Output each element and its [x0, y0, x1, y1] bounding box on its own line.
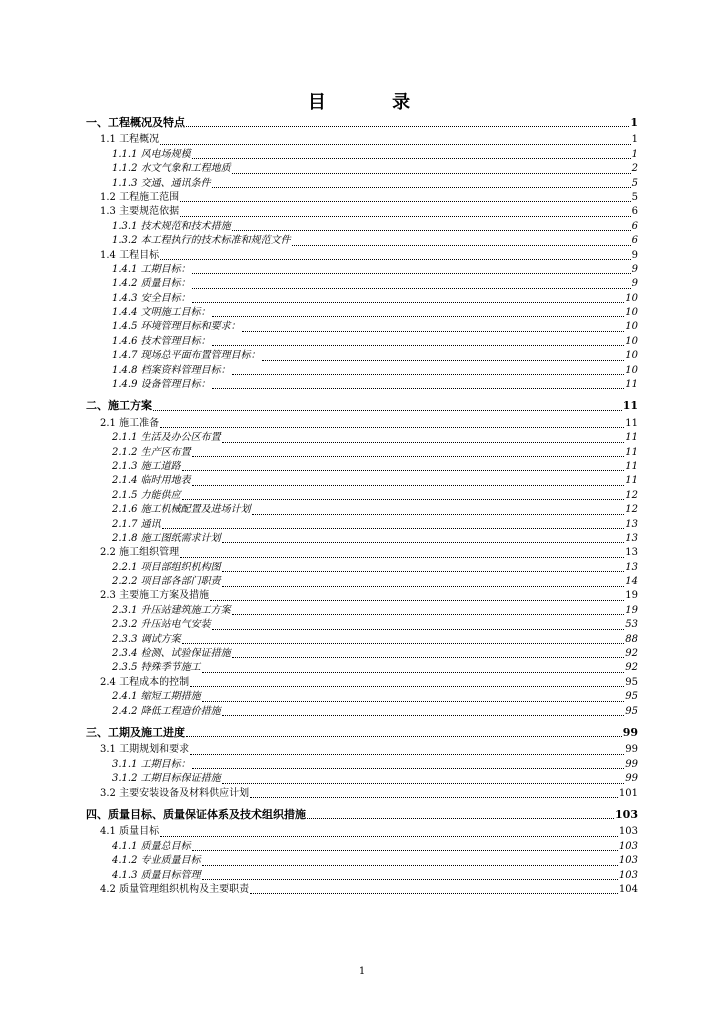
dot-leader — [192, 768, 625, 769]
toc-entry[interactable] — [86, 883, 638, 897]
toc-entry-label: 1.4.2 质量目标： — [112, 278, 191, 290]
toc-entry[interactable] — [86, 546, 638, 560]
toc-entry-page: 11 — [625, 432, 638, 444]
dot-leader — [212, 187, 631, 188]
dot-leader — [222, 715, 625, 716]
toc-entry[interactable] — [86, 133, 638, 147]
toc-entry-label: 1.3.2 本工程执行的技术标准和规范文件 — [112, 235, 291, 247]
dot-leader — [190, 754, 624, 755]
toc-entry-page: 88 — [625, 633, 638, 645]
toc-entry-page: 11 — [625, 417, 638, 429]
dot-leader — [190, 686, 624, 687]
toc-entry-label: 3.2 主要安装设备及材料供应计划 — [100, 787, 250, 799]
toc-entry-page: 104 — [618, 883, 638, 895]
dot-leader — [262, 360, 625, 361]
toc-entry-label: 2.3.1 升压站建筑施工方案 — [112, 604, 231, 616]
toc-entry[interactable] — [86, 162, 638, 176]
toc-entry[interactable] — [86, 177, 638, 191]
toc-entry-page: 6 — [631, 235, 638, 247]
toc-entry-page: 9 — [631, 278, 638, 290]
toc-entry[interactable] — [86, 705, 638, 719]
toc-entry-page: 11 — [622, 399, 638, 413]
toc-entry-page: 11 — [625, 379, 638, 391]
toc-entry-label: 1.4.4 文明施工目标： — [112, 307, 211, 319]
dot-leader — [232, 374, 625, 375]
toc-entry-page: 99 — [625, 744, 638, 756]
dot-leader — [202, 879, 618, 880]
toc-entry-label: 2.1.5 力能供应 — [112, 489, 181, 501]
toc-entry-label: 4.1 质量目标 — [100, 826, 160, 838]
toc-entry-label: 四、质量目标、质量保证体系及技术组织措施 — [86, 807, 306, 821]
toc-entry-label: 一、工程概况及特点 — [86, 115, 185, 129]
toc-entry[interactable] — [86, 489, 638, 503]
dot-leader — [212, 629, 625, 630]
toc-entry[interactable] — [86, 726, 638, 740]
dot-leader — [212, 388, 625, 389]
toc-entry-page: 1 — [631, 134, 638, 146]
toc-entry-label: 1.1 工程概况 — [100, 134, 160, 146]
toc-entry[interactable] — [86, 503, 638, 517]
dot-leader — [212, 316, 625, 317]
toc-entry[interactable] — [86, 518, 638, 532]
dot-leader — [232, 173, 631, 174]
toc-entry[interactable] — [86, 220, 638, 234]
toc-entry-label: 1.4.3 安全目标： — [112, 292, 191, 304]
toc-entry-page: 5 — [631, 177, 638, 189]
toc-entry-label: 3.1.2 工期目标保证措施 — [112, 773, 221, 785]
dot-leader — [192, 273, 631, 274]
toc-entry[interactable] — [86, 758, 638, 772]
toc-entry[interactable] — [86, 690, 638, 704]
table-of-contents — [86, 116, 638, 897]
toc-entry-page: 14 — [625, 576, 638, 588]
toc-entry-label: 2.1.2 生产区布置 — [112, 446, 191, 458]
toc-entry-label: 1.1.1 风电场规模 — [112, 148, 191, 160]
toc-entry[interactable] — [86, 116, 638, 130]
toc-entry-label: 二、施工方案 — [86, 399, 152, 413]
dot-leader — [232, 657, 625, 658]
toc-entry-page: 10 — [625, 350, 638, 362]
dot-leader — [252, 514, 625, 515]
dot-leader — [162, 528, 625, 529]
toc-entry-page: 2 — [631, 163, 638, 175]
toc-entry-page: 13 — [625, 532, 638, 544]
toc-entry-label: 2.1 施工准备 — [100, 417, 160, 429]
toc-entry[interactable] — [86, 532, 638, 546]
toc-entry[interactable] — [86, 277, 638, 291]
dot-leader — [182, 470, 625, 471]
toc-entry[interactable] — [86, 618, 638, 632]
toc-entry[interactable] — [86, 647, 638, 661]
dot-leader — [192, 485, 625, 486]
page-number: 1 — [358, 966, 366, 977]
toc-entry[interactable] — [86, 604, 638, 618]
dot-leader — [180, 216, 631, 217]
toc-entry-label: 1.4.6 技术管理目标： — [112, 335, 211, 347]
toc-entry-page: 95 — [625, 705, 638, 717]
toc-entry-label: 2.4.1 缩短工期措施 — [112, 691, 201, 703]
toc-entry-page: 53 — [625, 619, 638, 631]
toc-entry-label: 2.2.1 项目部组织机构图 — [112, 561, 221, 573]
toc-entry-label: 2.3 主要施工方案及措施 — [100, 590, 210, 602]
toc-entry-label: 1.4.7 现场总平面布置管理目标： — [112, 350, 261, 362]
toc-entry-label: 3.1.1 工期目标： — [112, 758, 191, 770]
toc-entry[interactable] — [86, 808, 638, 822]
toc-entry-label: 三、工期及施工进度 — [86, 726, 185, 739]
toc-entry-page: 6 — [631, 206, 638, 218]
dot-leader — [242, 331, 625, 332]
toc-entry-page: 95 — [625, 691, 638, 703]
dot-leader — [232, 230, 631, 231]
toc-entry[interactable] — [86, 431, 638, 445]
toc-entry[interactable] — [86, 446, 638, 460]
toc-entry-page: 103 — [618, 826, 638, 838]
dot-leader — [202, 701, 625, 702]
toc-entry-page: 10 — [625, 321, 638, 333]
dot-leader — [232, 614, 625, 615]
toc-entry-page: 99 — [625, 773, 638, 785]
toc-entry-page: 103 — [618, 840, 638, 852]
toc-entry[interactable] — [86, 460, 638, 474]
toc-entry-page: 10 — [625, 292, 638, 304]
toc-entry-label: 1.1.3 交通、通讯条件 — [112, 177, 211, 189]
toc-entry-page: 11 — [625, 446, 638, 458]
dot-leader — [192, 302, 625, 303]
toc-entry-label: 2.1.3 施工道路 — [112, 460, 181, 472]
toc-entry[interactable] — [86, 320, 638, 334]
toc-entry-label: 1.3.1 技术规范和技术措施 — [112, 220, 231, 232]
toc-entry-page: 13 — [625, 547, 638, 559]
toc-entry-label: 1.4.5 环境管理目标和要求： — [112, 321, 241, 333]
toc-entry-label: 2.3.3 调试方案 — [112, 633, 181, 645]
toc-entry-label: 2.1.8 施工图纸需求计划 — [112, 532, 221, 544]
toc-entry-page: 10 — [625, 364, 638, 376]
dot-leader — [192, 456, 625, 457]
toc-entry-page: 13 — [625, 561, 638, 573]
toc-entry-label: 1.4.9 设备管理目标： — [112, 379, 211, 391]
toc-entry-label: 1.3 主要规范依据 — [100, 206, 180, 218]
dot-leader — [180, 201, 631, 202]
toc-entry[interactable] — [86, 561, 638, 575]
toc-entry-page: 101 — [618, 787, 638, 799]
toc-entry[interactable] — [86, 869, 638, 883]
dot-leader — [192, 288, 631, 289]
dot-leader — [222, 571, 625, 572]
toc-entry-label: 1.2 工程施工范围 — [100, 191, 180, 203]
toc-entry[interactable] — [86, 364, 638, 378]
toc-entry[interactable] — [86, 349, 638, 363]
dot-leader — [210, 600, 624, 601]
toc-entry[interactable] — [86, 417, 638, 431]
toc-entry-label: 3.1 工期规划和要求 — [100, 744, 190, 756]
dot-leader — [222, 542, 625, 543]
dot-leader — [292, 245, 631, 246]
toc-entry[interactable] — [86, 633, 638, 647]
toc-entry[interactable] — [86, 306, 638, 320]
toc-entry-page: 13 — [625, 518, 638, 530]
dot-leader — [153, 410, 622, 411]
toc-entry[interactable] — [86, 590, 638, 604]
toc-entry-page: 103 — [615, 807, 638, 821]
toc-entry-page: 6 — [631, 220, 638, 232]
toc-entry-label: 1.4.8 档案资料管理目标： — [112, 364, 231, 376]
toc-entry-page: 99 — [625, 758, 638, 770]
toc-entry[interactable] — [86, 292, 638, 306]
dot-leader — [182, 499, 625, 500]
toc-entry[interactable] — [86, 661, 638, 675]
toc-entry-page: 10 — [625, 307, 638, 319]
dot-leader — [192, 158, 631, 159]
toc-entry[interactable] — [86, 263, 638, 277]
dot-leader — [222, 586, 625, 587]
toc-entry-page: 1 — [630, 115, 638, 129]
dot-leader — [182, 643, 625, 644]
toc-entry[interactable] — [86, 378, 638, 392]
toc-title: 目 录 — [307, 92, 441, 113]
dot-leader — [180, 557, 624, 558]
toc-entry[interactable] — [86, 249, 638, 263]
toc-entry[interactable] — [86, 854, 638, 868]
toc-entry[interactable] — [86, 399, 638, 413]
dot-leader — [222, 783, 625, 784]
toc-entry[interactable] — [86, 191, 638, 205]
toc-entry-page: 99 — [622, 726, 638, 739]
toc-entry[interactable] — [86, 676, 638, 690]
toc-entry-label: 2.1.4 临时用地表 — [112, 475, 191, 487]
toc-entry[interactable] — [86, 743, 638, 757]
toc-entry-page: 9 — [631, 263, 638, 275]
toc-entry[interactable] — [86, 335, 638, 349]
toc-entry-page: 103 — [618, 869, 638, 881]
toc-entry-page: 12 — [625, 504, 638, 516]
dot-leader — [160, 427, 624, 428]
toc-entry[interactable] — [86, 825, 638, 839]
dot-leader — [160, 836, 618, 837]
toc-entry-page: 19 — [625, 604, 638, 616]
toc-entry-label: 4.1.2 专业质量目标 — [112, 855, 201, 867]
toc-entry-label: 2.1.6 施工机械配置及进场计划 — [112, 504, 251, 516]
toc-entry-page: 92 — [625, 648, 638, 660]
toc-entry[interactable] — [86, 787, 638, 801]
toc-entry-page: 1 — [631, 148, 638, 160]
dot-leader — [212, 345, 625, 346]
toc-entry-label: 2.3.5 特殊季节施工 — [112, 662, 201, 674]
toc-entry-page: 5 — [631, 191, 638, 203]
toc-entry-label: 2.3.4 检测、试验保证措施 — [112, 648, 231, 660]
toc-entry[interactable] — [86, 234, 638, 248]
toc-entry[interactable] — [86, 840, 638, 854]
toc-entry-page: 19 — [625, 590, 638, 602]
toc-entry-label: 4.1.3 质量目标管理 — [112, 869, 201, 881]
toc-entry-page: 12 — [625, 489, 638, 501]
dot-leader — [202, 672, 625, 673]
toc-entry-label: 1.1.2 水文气象和工程地质 — [112, 163, 231, 175]
toc-entry-label: 2.1.7 通讯 — [112, 518, 161, 530]
toc-entry-label: 1.4.1 工期目标： — [112, 263, 191, 275]
toc-entry-page: 92 — [625, 662, 638, 674]
toc-entry-label: 2.2.2 项目部各部门职责 — [112, 576, 221, 588]
toc-entry-label: 4.2 质量管理组织机构及主要职责 — [100, 883, 250, 895]
dot-leader — [250, 797, 618, 798]
toc-entry-label: 4.1.1 质量总目标 — [112, 840, 191, 852]
dot-leader — [192, 850, 618, 851]
toc-entry-page: 9 — [631, 249, 638, 261]
toc-entry-label: 2.4.2 降低工程造价措施 — [112, 705, 221, 717]
toc-entry[interactable] — [86, 772, 638, 786]
toc-entry[interactable] — [86, 474, 638, 488]
toc-entry[interactable] — [86, 148, 638, 162]
dot-leader — [202, 865, 618, 866]
toc-entry-label: 2.3.2 升压站电气安装 — [112, 619, 211, 631]
dot-leader — [250, 893, 618, 894]
toc-entry-page: 95 — [625, 676, 638, 688]
dot-leader — [186, 736, 622, 737]
dot-leader — [160, 144, 631, 145]
toc-entry[interactable] — [86, 575, 638, 589]
toc-entry-page: 103 — [618, 855, 638, 867]
toc-entry-page: 11 — [625, 460, 638, 472]
toc-entry-page: 11 — [625, 475, 638, 487]
toc-entry-label: 2.4 工程成本的控制 — [100, 676, 190, 688]
dot-leader — [160, 259, 631, 260]
dot-leader — [307, 818, 614, 819]
toc-entry-label: 2.2 施工组织管理 — [100, 547, 180, 559]
toc-entry-label: 2.1.1 生活及办公区布置 — [112, 432, 221, 444]
toc-entry-label: 1.4 工程目标 — [100, 249, 160, 261]
dot-leader — [222, 442, 625, 443]
toc-entry[interactable] — [86, 205, 638, 219]
dot-leader — [186, 126, 629, 127]
toc-entry-page: 10 — [625, 335, 638, 347]
